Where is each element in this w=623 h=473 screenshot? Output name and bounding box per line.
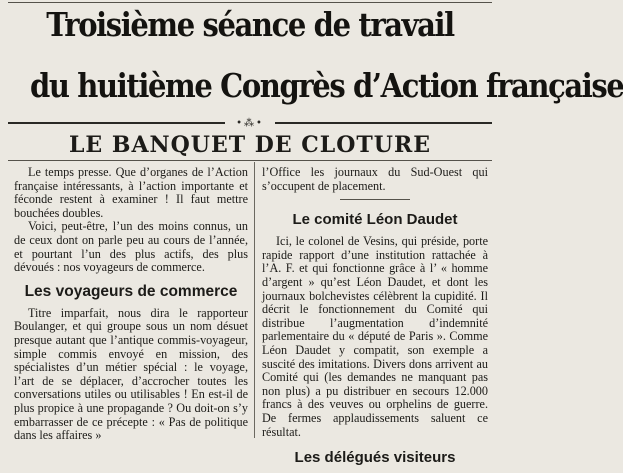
right-paragraph-1: l’Office les journaux du Sud-Ouest qui s’occupent de placement.	[262, 165, 488, 193]
left-paragraph-1: Le temps presse. Que d’organes de l’Action française intéressants, à l’action importante et féconde restent à examiner ! Il faut mettre bouchées doubles.	[14, 165, 248, 220]
right-column	[262, 166, 488, 473]
top-rule	[8, 2, 492, 3]
right-paragraph-2: Ici, le colonel de Vesins, qui préside, porte rapide rapport d’une institution rattachée à l’A. F. et qui fonctionne grâce à l’ « homme d’argent » qu’est Léon Daudet, et dont les journaux bolchevistes célèbrent la cupidité. Il décrit le fonctionnement du Comité qui distribue l’augmentation d’indemnité parlementaire du « député de Paris ». Comme Léon Daudet y compatit, son exemple a suscité des imitations. Divers dons arrivent au Comité qui (les demandes ne manquant pas non plus) a pu distribuer en secours 12.000 francs à des veuves ou orphelins de guerre. De fermes applaudissements saluent ce résultat.	[262, 234, 488, 439]
left-paragraph-3: Titre imparfait, nous dira le rapporteur Boulanger, et qui groupe sous un nom désuet presque autant que l’antique commis-voyageur, simple commis envoyé en mission, des spécialistes d’un métier spécial : le voyage, l’art de se déplacer, d’accrocher toutes les conversations utiles ou utilisables ! En est-il de plus propice à une propagande ? Ou doit-on s’y embarrasser de ce précepte : « Pas de politique dans les affaires »	[14, 305, 248, 443]
headline-line-1: Troisième séance de travail	[46, 5, 454, 44]
left-column	[14, 166, 248, 443]
ornament-divider: •⁂•	[225, 118, 275, 129]
subhead: LE BANQUET DE CLOTURE	[68, 132, 432, 158]
short-rule	[340, 199, 410, 200]
section-heading-comite: Le comité Léon Daudet	[292, 211, 458, 229]
column-divider	[254, 162, 255, 438]
section-heading-voyageurs: Les voyageurs de commerce	[24, 282, 238, 300]
headline-line-2: du huitième Congrès d’Action française	[30, 66, 623, 105]
subhead-rule	[8, 160, 492, 161]
section-heading-delegues: Les délégués visiteurs	[294, 449, 456, 467]
left-paragraph-2: Voici, peut-être, l’un des moins connus, un de ceux dont on parle peu au cours de l’année, et pourtant l’un des plus actifs, des plus dévoués : nos voyageurs de commerce.	[14, 219, 248, 275]
